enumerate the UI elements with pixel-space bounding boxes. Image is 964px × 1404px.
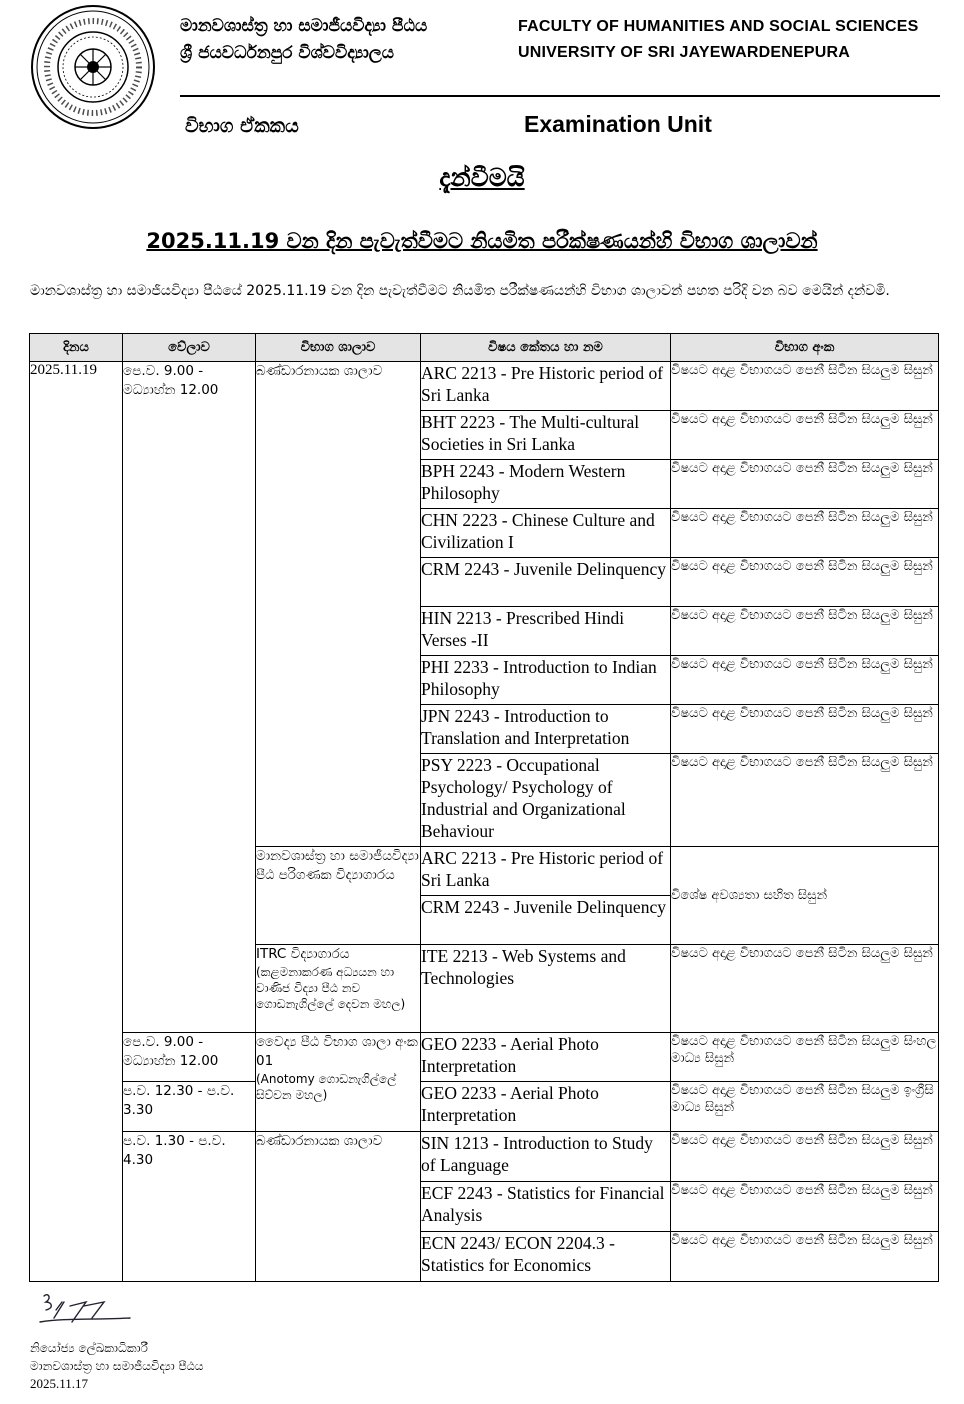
eligibility-cell: විෂයට අදාළ විභාගයට පෙනී සිටින සියලුම සිසුන්: [671, 411, 939, 460]
header-subject: විෂය කේතය හා නම: [421, 334, 671, 362]
table-row: [30, 362, 939, 411]
table-row: [30, 1132, 939, 1182]
subject-cell: ECN 2243/ ECON 2204.3 - Statistics for Economics: [421, 1232, 671, 1282]
document-title: 2025.11.19 වන දින පැවැත්වීමට නියමිත පරීක්ෂණයන්හි විභාග ශාලාවන්: [146, 229, 818, 253]
notice-heading: දැන්වීමයි: [439, 163, 525, 192]
faculty-name-english: FACULTY OF HUMANITIES AND SOCIAL SCIENCES: [518, 18, 919, 35]
exam-venue-table: [29, 333, 939, 1282]
time-slot: පෙ.ව. 9.00 - මධ්‍යාහ්න 12.00: [123, 362, 256, 1033]
header-index-numbers: විභාග අංක: [671, 334, 939, 362]
header-divider: [180, 95, 940, 97]
eligibility-cell: විෂයට අදාළ විභාගයට පෙනී සිටින සියලුම සිංහල මාධ්‍ය සිසුන්: [671, 1033, 939, 1082]
eligibility-cell: විෂයට අදාළ විභාගයට පෙනී සිටින සියලුම සිසුන්: [671, 509, 939, 558]
subject-cell: BHT 2223 - The Multi-cultural Societies in Sri Lanka: [421, 411, 671, 460]
eligibility-cell: විෂයට අදාළ විභාගයට පෙනී සිටින සියලුම ඉංග්‍රීසි මාධ්‍ය සිසුන්: [671, 1082, 939, 1132]
subject-cell: ITE 2213 - Web Systems and Technologies: [421, 945, 671, 1033]
venue-note: (කළමනාකරණ අධ්‍යයන හා වාණිජ විද්‍යා පීඨ නව ගොඩනැගිල්ලේ දෙවන මහල): [256, 965, 406, 1011]
eligibility-cell: විෂයට අදාළ විභාගයට පෙනී සිටින සියලුම සිසුන්: [671, 945, 939, 1033]
eligibility-cell: විෂයට අදාළ විභාගයට පෙනී සිටින සියලුම සිසුන්: [671, 558, 939, 607]
university-name-sinhala: ශ්‍රී ජයවර්ධනපුර විශ්වවිද්‍යාලය: [180, 43, 395, 63]
eligibility-cell: විෂයට අදාළ විභාගයට පෙනී සිටින සියලුම සිසුන්: [671, 460, 939, 509]
time-slot: ප.ව. 12.30 - ප.ව. 3.30: [123, 1082, 256, 1132]
eligibility-cell: විෂයට අදාළ විභාගයට පෙනී සිටින සියලුම සිසුන්: [671, 1232, 939, 1282]
eligibility-cell: විෂයට අදාළ විභාගයට පෙනී සිටින සියලුම සිසුන්: [671, 362, 939, 411]
header-venue: විභාග ශාලාව: [256, 334, 421, 362]
venue-note: (Anotomy ගොඩනැගිල්ලේ සිව්වන මහල): [256, 1072, 397, 1102]
subject-cell: CRM 2243 - Juvenile Delinquency: [421, 896, 671, 945]
subject-cell: CHN 2223 - Chinese Culture and Civilization I: [421, 509, 671, 558]
exam-unit-english: Examination Unit: [524, 111, 712, 137]
issue-date: 2025.11.17: [30, 1376, 89, 1391]
time-slot: පෙ.ව. 9.00 - මධ්‍යාහ්න 12.00: [123, 1033, 256, 1082]
eligibility-cell: විෂයට අදාළ විභාගයට පෙනී සිටින සියලුම සිසුන්: [671, 705, 939, 754]
table-header-row: [30, 334, 939, 362]
venue: බණ්ඩාරනායක ශාලාව: [256, 362, 421, 847]
subject-cell: CRM 2243 - Juvenile Delinquency: [421, 558, 671, 607]
subject-cell: HIN 2213 - Prescribed Hindi Verses -II: [421, 607, 671, 656]
subject-cell: ECF 2243 - Statistics for Financial Analysis: [421, 1182, 671, 1232]
subject-cell: JPN 2243 - Introduction to Translation and Interpretation: [421, 705, 671, 754]
eligibility-cell: විශේෂ අවශ්‍යතා සහිත සිසුන්: [671, 847, 939, 945]
venue: බණ්ඩාරනායක ශාලාව: [256, 1132, 421, 1282]
subject-cell: PSY 2223 - Occupational Psychology/ Psychology of Industrial and Organizational Behaviour: [421, 754, 671, 847]
time-slot: ප.ව. 1.30 - ප.ව. 4.30: [123, 1132, 256, 1282]
intro-paragraph: මානවශාස්ත්‍ර හා සමාජීයවිද්‍යා පීඨයේ 2025.11.19 වන දින පැවැත්වීමට නියමිත පරීක්ෂණයන්හි විභාග ශාලාවන් පහත පරිදි වන බව මෙයින් දන්වමි.: [30, 283, 890, 299]
header-time: වේලාව: [123, 334, 256, 362]
eligibility-cell: විෂයට අදාළ විභාගයට පෙනී සිටින සියලුම සිසුන්: [671, 607, 939, 656]
exam-unit-sinhala: විභාග ඒකකය: [185, 115, 299, 137]
faculty-name-sinhala: මානවශාස්ත්‍ර හා සමාජීයවිද්‍යා පීඨය: [180, 16, 428, 36]
subject-cell: GEO 2233 - Aerial Photo Interpretation: [421, 1033, 671, 1082]
subject-cell: SIN 1213 - Introduction to Study of Language: [421, 1132, 671, 1182]
table-row: [30, 1033, 939, 1082]
university-seal-logo: [30, 4, 156, 130]
table-row: [30, 1082, 939, 1132]
eligibility-cell: විෂයට අදාළ විභාගයට පෙනී සිටින සියලුම සිසුන්: [671, 1182, 939, 1232]
subject-cell: BPH 2243 - Modern Western Philosophy: [421, 460, 671, 509]
signatory-faculty: මානවශාස්ත්‍ර හා සමාජීයවිද්‍යා පීඨය: [30, 1359, 204, 1373]
subject-cell: ARC 2213 - Pre Historic period of Sri Lanka: [421, 362, 671, 411]
venue: මානවශාස්ත්‍ර හා සමාජීයවිද්‍යා පීඨ පරිගණක විද්‍යාගාරය: [256, 847, 421, 945]
subject-cell: ARC 2213 - Pre Historic period of Sri Lanka: [421, 847, 671, 896]
eligibility-cell: විෂයට අදාළ විභාගයට පෙනී සිටින සියලුම සිසුන්: [671, 754, 939, 847]
venue: වෛද්‍ය පීඨ විභාග ශාලා අංක 01 (Anotomy ගොඩනැගිල්ලේ සිව්වන මහල): [256, 1033, 421, 1132]
header-date: දිනය: [30, 334, 123, 362]
subject-cell: GEO 2233 - Aerial Photo Interpretation: [421, 1082, 671, 1132]
subject-cell: PHI 2233 - Introduction to Indian Philosophy: [421, 656, 671, 705]
signatory-designation: නියෝජ්‍ය ලේඛකාධිකාරී: [30, 1341, 148, 1355]
venue: ITRC විද්‍යාගාරය (කළමනාකරණ අධ්‍යයන හා වාණිජ විද්‍යා පීඨ නව ගොඩනැගිල්ලේ දෙවන මහල): [256, 945, 421, 1033]
signature: [34, 1288, 134, 1333]
eligibility-cell: විෂයට අදාළ විභාගයට පෙනී සිටින සියලුම සිසුන්: [671, 656, 939, 705]
eligibility-cell: විෂයට අදාළ විභාගයට පෙනී සිටින සියලුම සිසුන්: [671, 1132, 939, 1182]
university-name-english: UNIVERSITY OF SRI JAYEWARDENEPURA: [518, 44, 850, 61]
exam-date: 2025.11.19: [30, 362, 123, 1282]
